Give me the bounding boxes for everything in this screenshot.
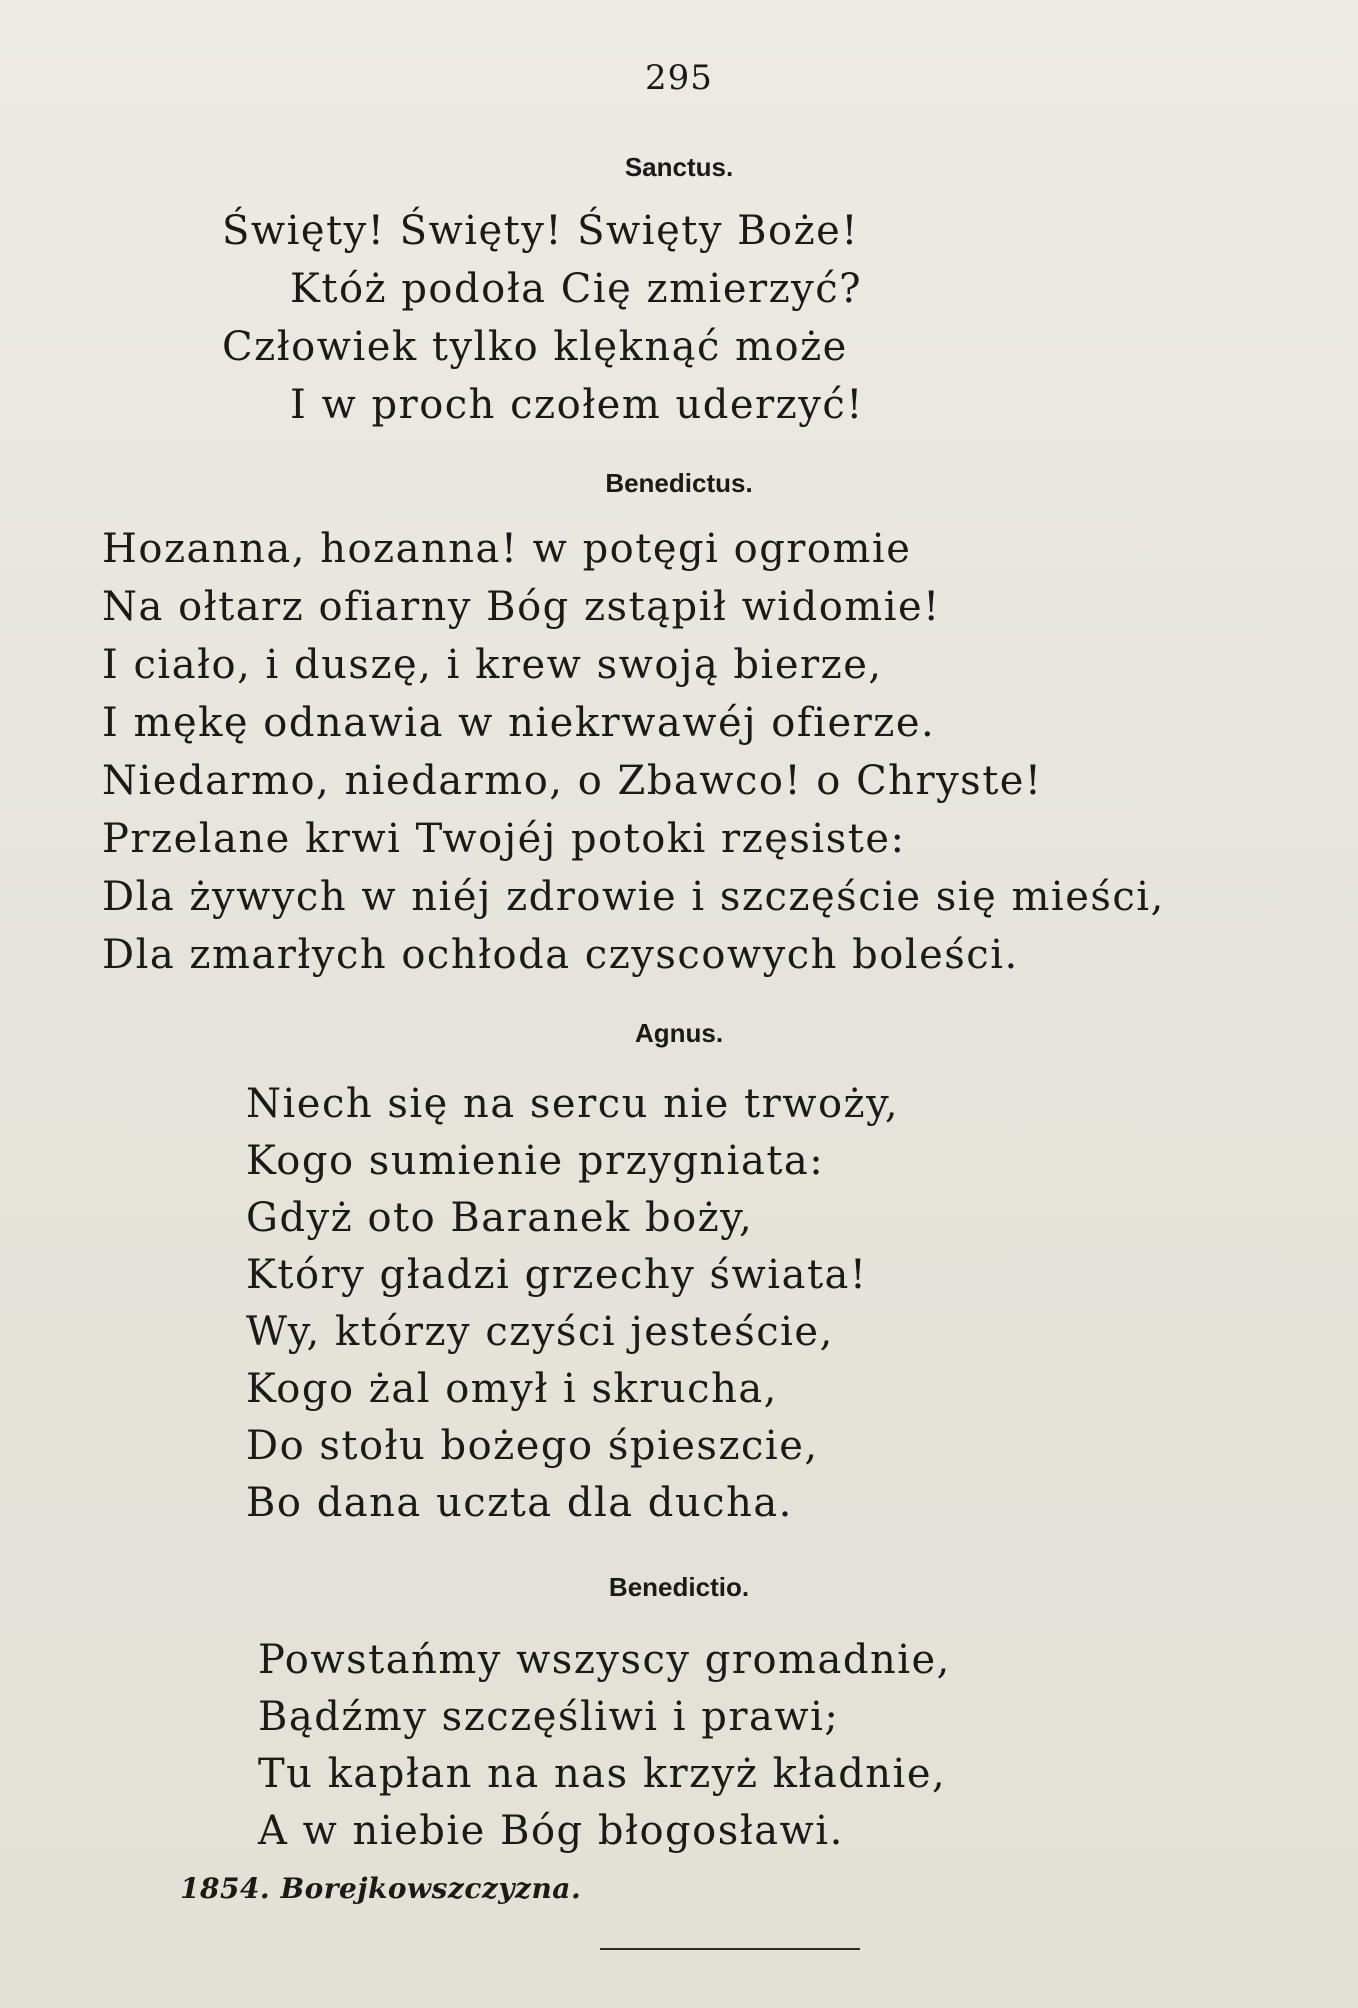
section-heading-sanctus: Sanctus. [624,152,734,182]
section-heading-agnus: Agnus. [634,1018,724,1048]
footer-place: Borejkowszczyzna. [280,1872,582,1905]
verse-line: Bo dana uczta dla ducha. [246,1480,793,1526]
verse-line: Człowiek tylko klęknąć może [222,324,848,370]
verse-line: Przelane krwi Twojéj potoki rzęsiste: [102,816,906,862]
verse-line: Powstańmy wszyscy gromadnie, [258,1637,951,1683]
verse-line: Kogo żal omył i skrucha, [246,1366,778,1412]
verse-line: I w proch czołem uderzyć! [290,382,864,428]
stanza-benedictio [258,1632,951,1860]
verse-line: Który gładzi grzechy świata! [246,1252,868,1298]
verse-line: Bądźmy szczęśliwi i prawi; [258,1694,840,1740]
stanza-sanctus [222,202,864,434]
stanza-agnus [246,1076,899,1532]
closing-rule [600,1948,860,1950]
verse-line: I mękę odnawia w niekrwawéj ofierze. [102,700,936,746]
verse-line: Tu kapłan na nas krzyż kładnie, [258,1751,947,1797]
verse-line: Niedarmo, niedarmo, o Zbawco! o Chryste! [102,758,1043,804]
verse-line: Hozanna, hozanna! w potęgi ogromie [102,526,912,572]
verse-line: Dla zmarłych ochłoda czyscowych boleści. [102,932,1019,978]
verse-line: Gdyż oto Baranek boży, [246,1195,754,1241]
section-heading-benedictio: Benedictio. [608,1572,750,1602]
verse-line: A w niebie Bóg błogosławi. [258,1808,844,1854]
date-place-signature [180,1872,581,1905]
verse-line: Dla żywych w niéj zdrowie i szczęście się mieści, [102,874,1165,920]
footer-year: 1854. [180,1872,271,1905]
verse-line: Wy, którzy czyści jesteście, [246,1309,834,1355]
verse-line: I ciało, i duszę, i krew swoją bierze, [102,642,883,688]
verse-line: Kogo sumienie przygniata: [246,1138,825,1184]
page-number: 295 [645,58,713,98]
section-heading-benedictus: Benedictus. [605,468,753,498]
verse-line: Któż podoła Cię zmierzyć? [290,266,863,312]
verse-line: Niech się na sercu nie trwoży, [246,1081,900,1127]
stanza-benedictus [102,520,1165,984]
verse-line: Do stołu bożego śpieszcie, [246,1423,819,1469]
verse-line: Święty! Święty! Święty Boże! [222,208,859,254]
verse-line: Na ołtarz ofiarny Bóg zstąpił widomie! [102,584,941,630]
